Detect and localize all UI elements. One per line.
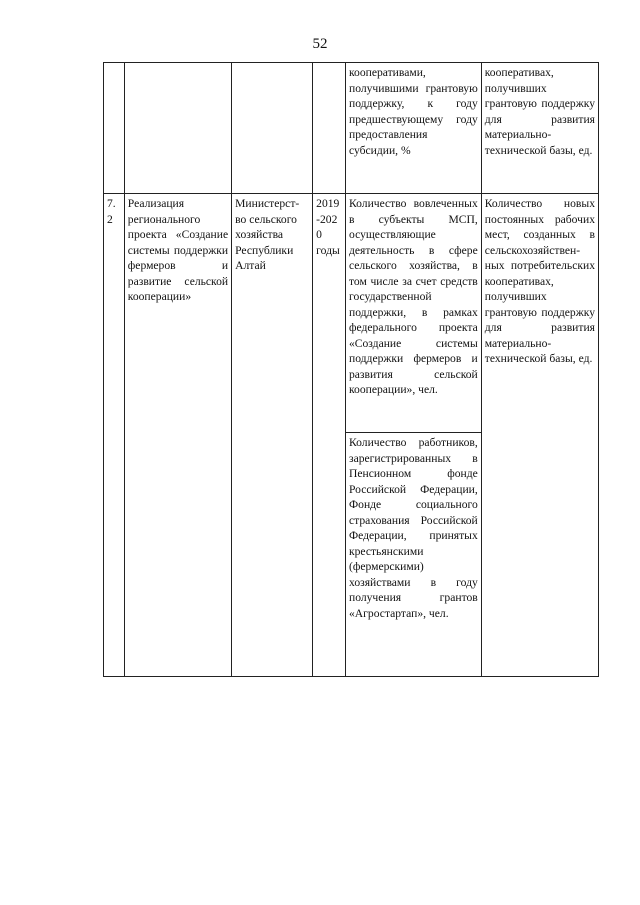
cell-measure-name: Реализация регионального проекта «Создание системы поддержки фермеров и развитие сельской кооперации» — [124, 194, 231, 677]
cell-term: 2019 -2020 годы — [313, 194, 346, 677]
cell-indicator-continuation: кооперативами, получившими грантовую поддержку, к году предшествующему году предоставления субсидии, % — [345, 63, 481, 194]
table-row-7-2 — [104, 194, 599, 433]
cell-term-empty — [313, 63, 346, 194]
cell-responsible: Министерст-во сельского хозяйства Республики Алтай — [232, 194, 313, 677]
table-row-continuation — [104, 63, 599, 194]
cell-indicator-2: Количество работников, зарегистрированных в Пенсионном фонде Российской Федерации, Фонде социального страхования Российской Федерации, принятых крестьянскими (фермерскими) хозяйствами в году получения грантов «Агростартап», чел. — [345, 433, 481, 677]
cell-result-continuation: кооперативах, получивших грантовую поддержку для развития материально-технической базы, ед. — [481, 63, 598, 194]
cell-name-empty — [124, 63, 231, 194]
program-measures-table — [103, 62, 599, 677]
cell-responsible-empty — [232, 63, 313, 194]
cell-row-number: 7.2 — [104, 194, 125, 677]
page-number: 52 — [312, 36, 328, 52]
cell-number-empty — [104, 63, 125, 194]
cell-result: Количество новых постоянных рабочих мест, созданных в сельскохозяйствен-ных потребительских кооперативах, получивших грантовую поддержку для развития материально-технической базы, ед. — [481, 194, 598, 677]
cell-indicator-1: Количество вовлеченных в субъекты МСП, осуществляющие деятельность в сфере сельского хозяйства, в том числе за счет средств государственной поддержки, в рамках федерального проекта «Создание системы поддержки фермеров и развития сельской кооперации», чел. — [345, 194, 481, 433]
